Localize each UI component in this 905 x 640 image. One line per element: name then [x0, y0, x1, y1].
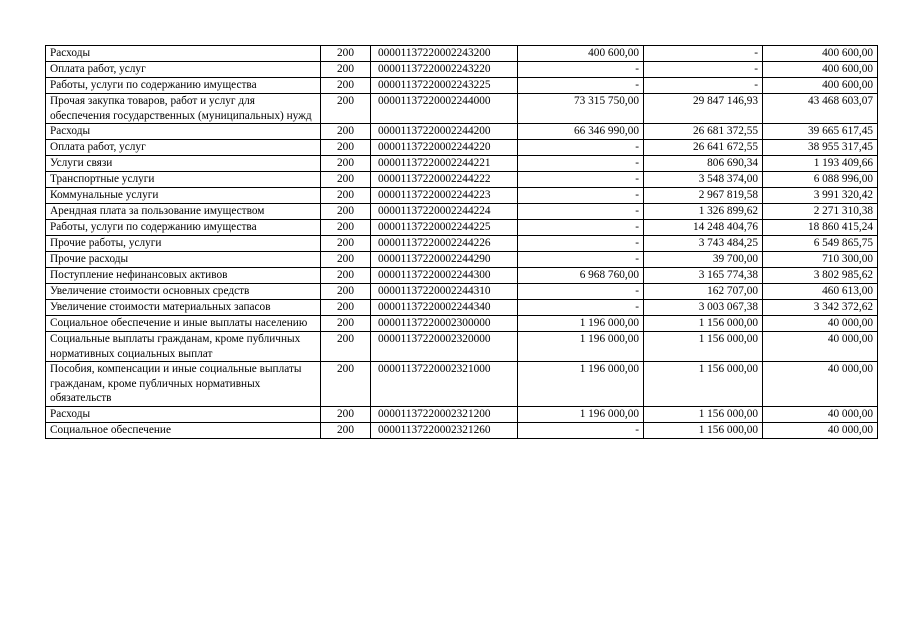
- row-kbk-cell: 00001137220002321000: [371, 362, 518, 407]
- row-unexecuted-cell: 18 860 415,24: [763, 220, 878, 236]
- row-approved-cell: 73 315 750,00: [518, 94, 644, 124]
- row-code-cell: 200: [321, 172, 371, 188]
- row-name-cell: Расходы: [46, 406, 321, 422]
- row-executed-cell: 162 707,00: [644, 284, 763, 300]
- row-code-cell: 200: [321, 124, 371, 140]
- row-code-cell: 200: [321, 188, 371, 204]
- table-row: [46, 156, 878, 172]
- row-kbk-cell: 00001137220002243225: [371, 78, 518, 94]
- row-code-cell: 200: [321, 268, 371, 284]
- row-approved-cell: 1 196 000,00: [518, 406, 644, 422]
- table-row: [46, 422, 878, 438]
- row-executed-cell: 29 847 146,93: [644, 94, 763, 124]
- row-approved-cell: -: [518, 62, 644, 78]
- row-code-cell: 200: [321, 332, 371, 362]
- table-row: [46, 62, 878, 78]
- row-approved-cell: -: [518, 252, 644, 268]
- row-approved-cell: 1 196 000,00: [518, 316, 644, 332]
- row-name-cell: Прочая закупка товаров, работ и услуг для обеспечения государственных (муниципальных) нужд: [46, 94, 321, 124]
- row-unexecuted-cell: 6 088 996,00: [763, 172, 878, 188]
- table-body: [46, 46, 878, 439]
- row-approved-cell: 400 600,00: [518, 46, 644, 62]
- table-row: [46, 46, 878, 62]
- row-kbk-cell: 00001137220002244225: [371, 220, 518, 236]
- table-row: [46, 172, 878, 188]
- table-row: [46, 220, 878, 236]
- row-code-cell: 200: [321, 156, 371, 172]
- row-kbk-cell: 00001137220002244223: [371, 188, 518, 204]
- row-unexecuted-cell: 1 193 409,66: [763, 156, 878, 172]
- row-unexecuted-cell: 39 665 617,45: [763, 124, 878, 140]
- row-code-cell: 200: [321, 236, 371, 252]
- row-approved-cell: 1 196 000,00: [518, 332, 644, 362]
- row-approved-cell: 1 196 000,00: [518, 362, 644, 407]
- row-executed-cell: 39 700,00: [644, 252, 763, 268]
- row-executed-cell: 1 156 000,00: [644, 406, 763, 422]
- row-name-cell: Оплата работ, услуг: [46, 62, 321, 78]
- row-name-cell: Увеличение стоимости материальных запасов: [46, 300, 321, 316]
- row-name-cell: Поступление нефинансовых активов: [46, 268, 321, 284]
- row-code-cell: 200: [321, 78, 371, 94]
- row-unexecuted-cell: 40 000,00: [763, 332, 878, 362]
- row-approved-cell: 6 968 760,00: [518, 268, 644, 284]
- row-executed-cell: 806 690,34: [644, 156, 763, 172]
- row-executed-cell: 3 165 774,38: [644, 268, 763, 284]
- row-unexecuted-cell: 400 600,00: [763, 78, 878, 94]
- row-name-cell: Социальные выплаты гражданам, кроме публичных нормативных социальных выплат: [46, 332, 321, 362]
- row-approved-cell: -: [518, 140, 644, 156]
- row-executed-cell: 3 548 374,00: [644, 172, 763, 188]
- row-executed-cell: 14 248 404,76: [644, 220, 763, 236]
- row-unexecuted-cell: 40 000,00: [763, 406, 878, 422]
- row-name-cell: Пособия, компенсации и иные социальные выплаты гражданам, кроме публичных нормативных обязательств: [46, 362, 321, 407]
- row-code-cell: 200: [321, 362, 371, 407]
- row-unexecuted-cell: 2 271 310,38: [763, 204, 878, 220]
- row-name-cell: Коммунальные услуги: [46, 188, 321, 204]
- table-row: [46, 140, 878, 156]
- row-approved-cell: -: [518, 188, 644, 204]
- row-executed-cell: -: [644, 78, 763, 94]
- row-name-cell: Расходы: [46, 124, 321, 140]
- row-code-cell: 200: [321, 62, 371, 78]
- table-row: [46, 406, 878, 422]
- row-unexecuted-cell: 3 991 320,42: [763, 188, 878, 204]
- row-code-cell: 200: [321, 204, 371, 220]
- row-unexecuted-cell: 40 000,00: [763, 316, 878, 332]
- row-unexecuted-cell: 3 342 372,62: [763, 300, 878, 316]
- budget-execution-table: [45, 45, 878, 439]
- table-row: [46, 94, 878, 124]
- row-code-cell: 200: [321, 252, 371, 268]
- row-unexecuted-cell: 6 549 865,75: [763, 236, 878, 252]
- row-approved-cell: -: [518, 284, 644, 300]
- table-row: [46, 284, 878, 300]
- row-kbk-cell: 00001137220002244222: [371, 172, 518, 188]
- row-code-cell: 200: [321, 140, 371, 156]
- row-kbk-cell: 00001137220002244300: [371, 268, 518, 284]
- row-name-cell: Социальное обеспечение: [46, 422, 321, 438]
- row-unexecuted-cell: 40 000,00: [763, 422, 878, 438]
- row-kbk-cell: 00001137220002244224: [371, 204, 518, 220]
- row-name-cell: Арендная плата за пользование имуществом: [46, 204, 321, 220]
- row-code-cell: 200: [321, 220, 371, 236]
- row-kbk-cell: 00001137220002243220: [371, 62, 518, 78]
- table-row: [46, 316, 878, 332]
- table-row: [46, 268, 878, 284]
- row-executed-cell: 3 003 067,38: [644, 300, 763, 316]
- row-executed-cell: -: [644, 62, 763, 78]
- row-executed-cell: 3 743 484,25: [644, 236, 763, 252]
- row-code-cell: 200: [321, 94, 371, 124]
- row-executed-cell: 26 681 372,55: [644, 124, 763, 140]
- row-approved-cell: -: [518, 172, 644, 188]
- row-name-cell: Социальное обеспечение и иные выплаты населению: [46, 316, 321, 332]
- table-row: [46, 300, 878, 316]
- table-row: [46, 236, 878, 252]
- row-name-cell: Работы, услуги по содержанию имущества: [46, 78, 321, 94]
- row-executed-cell: 1 156 000,00: [644, 316, 763, 332]
- table-row: [46, 204, 878, 220]
- row-executed-cell: 1 156 000,00: [644, 362, 763, 407]
- row-kbk-cell: 00001137220002243200: [371, 46, 518, 62]
- row-kbk-cell: 00001137220002244220: [371, 140, 518, 156]
- row-kbk-cell: 00001137220002244200: [371, 124, 518, 140]
- table-row: [46, 78, 878, 94]
- row-executed-cell: 26 641 672,55: [644, 140, 763, 156]
- row-approved-cell: -: [518, 236, 644, 252]
- row-approved-cell: 66 346 990,00: [518, 124, 644, 140]
- row-unexecuted-cell: 710 300,00: [763, 252, 878, 268]
- row-unexecuted-cell: 38 955 317,45: [763, 140, 878, 156]
- row-kbk-cell: 00001137220002244310: [371, 284, 518, 300]
- row-unexecuted-cell: 400 600,00: [763, 46, 878, 62]
- row-unexecuted-cell: 3 802 985,62: [763, 268, 878, 284]
- row-name-cell: Транспортные услуги: [46, 172, 321, 188]
- table-row: [46, 252, 878, 268]
- row-name-cell: Услуги связи: [46, 156, 321, 172]
- row-kbk-cell: 00001137220002244226: [371, 236, 518, 252]
- row-executed-cell: -: [644, 46, 763, 62]
- row-name-cell: Прочие работы, услуги: [46, 236, 321, 252]
- row-name-cell: Работы, услуги по содержанию имущества: [46, 220, 321, 236]
- row-unexecuted-cell: 460 613,00: [763, 284, 878, 300]
- row-kbk-cell: 00001137220002244340: [371, 300, 518, 316]
- row-kbk-cell: 00001137220002300000: [371, 316, 518, 332]
- row-kbk-cell: 00001137220002321200: [371, 406, 518, 422]
- row-approved-cell: -: [518, 300, 644, 316]
- row-approved-cell: -: [518, 220, 644, 236]
- row-kbk-cell: 00001137220002321260: [371, 422, 518, 438]
- row-name-cell: Оплата работ, услуг: [46, 140, 321, 156]
- row-code-cell: 200: [321, 300, 371, 316]
- row-name-cell: Прочие расходы: [46, 252, 321, 268]
- row-kbk-cell: 00001137220002244290: [371, 252, 518, 268]
- row-unexecuted-cell: 400 600,00: [763, 62, 878, 78]
- row-executed-cell: 2 967 819,58: [644, 188, 763, 204]
- row-name-cell: Расходы: [46, 46, 321, 62]
- row-name-cell: Увеличение стоимости основных средств: [46, 284, 321, 300]
- row-kbk-cell: 00001137220002320000: [371, 332, 518, 362]
- row-kbk-cell: 00001137220002244000: [371, 94, 518, 124]
- row-code-cell: 200: [321, 406, 371, 422]
- row-executed-cell: 1 156 000,00: [644, 422, 763, 438]
- row-code-cell: 200: [321, 422, 371, 438]
- row-approved-cell: -: [518, 422, 644, 438]
- row-approved-cell: -: [518, 78, 644, 94]
- table-row: [46, 124, 878, 140]
- row-code-cell: 200: [321, 46, 371, 62]
- row-executed-cell: 1 326 899,62: [644, 204, 763, 220]
- row-executed-cell: 1 156 000,00: [644, 332, 763, 362]
- row-approved-cell: -: [518, 156, 644, 172]
- table-row: [46, 332, 878, 362]
- table-row: [46, 188, 878, 204]
- row-code-cell: 200: [321, 316, 371, 332]
- table-row: [46, 362, 878, 407]
- row-approved-cell: -: [518, 204, 644, 220]
- row-unexecuted-cell: 40 000,00: [763, 362, 878, 407]
- row-code-cell: 200: [321, 284, 371, 300]
- row-kbk-cell: 00001137220002244221: [371, 156, 518, 172]
- row-unexecuted-cell: 43 468 603,07: [763, 94, 878, 124]
